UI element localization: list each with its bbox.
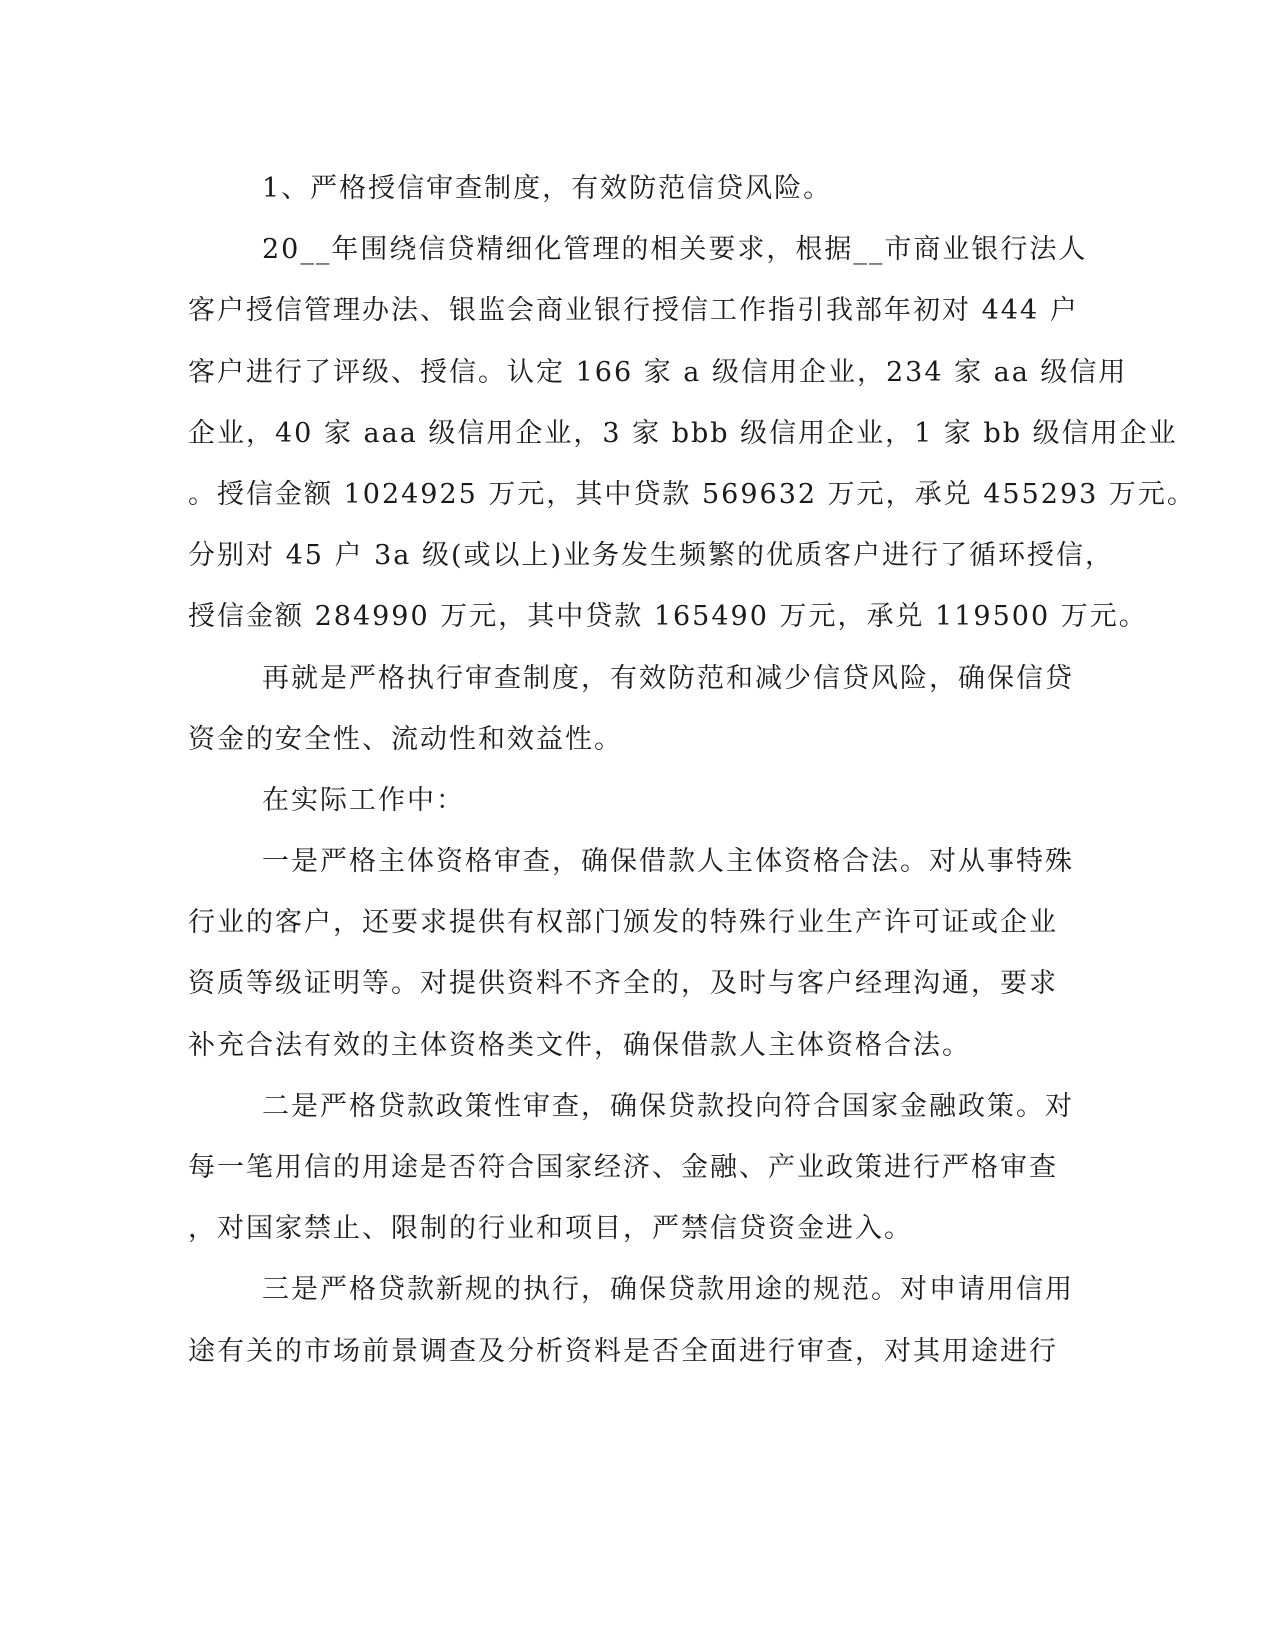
paragraph-line: 1、严格授信审查制度，有效防范信贷风险。 xyxy=(262,173,833,204)
paragraph-line: 分别对 45 户 3a 级(或以上)业务发生频繁的优质客户进行了循环授信， xyxy=(188,540,1115,572)
paragraph-line: 资质等级证明等。对提供资料不齐全的，及时与客户经理沟通，要求 xyxy=(188,968,1058,1000)
paragraph-line: 补充合法有效的主体资格类文件，确保借款人主体资格合法。 xyxy=(188,1029,971,1061)
paragraph-3 xyxy=(188,648,1074,770)
paragraph-5 xyxy=(188,831,1074,1076)
paragraph-line: 再就是严格执行审查制度，有效防范和减少信贷风险，确保信贷 xyxy=(262,662,1074,694)
paragraph-line: 行业的客户，还要求提供有权部门颁发的特殊行业生产许可证或企业 xyxy=(188,907,1058,939)
paragraph-4 xyxy=(188,770,1068,831)
paragraph-line: 资金的安全性、流动性和效益性。 xyxy=(188,723,623,755)
paragraph-line: 途有关的市场前景调查及分析资料是否全面进行审查，对其用途进行 xyxy=(188,1335,1058,1367)
paragraph-6 xyxy=(188,1076,1074,1260)
paragraph-line: 客户授信管理办法、银监会商业银行授信工作指引我部年初对 444 户 xyxy=(188,295,1079,327)
document-body xyxy=(188,158,1196,1382)
paragraph-line: 在实际工作中： xyxy=(262,784,465,816)
paragraph-line: 客户进行了评级、授信。认定 166 家 a 级信用企业，234 家 aa 级信用 xyxy=(188,356,1128,388)
paragraph-line: 二是严格贷款政策性审查，确保贷款投向符合国家金融政策。对 xyxy=(262,1090,1074,1122)
paragraph-line: 一是严格主体资格审查，确保借款人主体资格合法。对从事特殊 xyxy=(262,846,1074,878)
paragraph-line: 三是严格贷款新规的执行，确保贷款用途的规范。对申请用信用 xyxy=(262,1274,1074,1306)
paragraph-line: 每一笔用信的用途是否符合国家经济、金融、产业政策进行严格审查 xyxy=(188,1152,1058,1183)
paragraph-line: 20__年围绕信贷精细化管理的相关要求，根据__市商业银行法人 xyxy=(262,234,1088,266)
paragraph-line: 授信金额 284990 万元，其中贷款 165490 万元，承兑 119500 万元。 xyxy=(188,601,1148,633)
paragraph-1 xyxy=(188,158,1068,219)
paragraph-line: 企业，40 家 aaa 级信用企业，3 家 bbb 级信用企业，1 家 bb 级信用企业 xyxy=(188,417,1178,449)
paragraph-line: ，对国家禁止、限制的行业和项目，严禁信贷资金进入。 xyxy=(188,1213,913,1245)
paragraph-7 xyxy=(188,1259,1074,1381)
paragraph-2 xyxy=(188,219,1196,647)
paragraph-line: 。授信金额 1024925 万元，其中贷款 569632 万元，承兑 455293 万元。 xyxy=(188,478,1196,510)
